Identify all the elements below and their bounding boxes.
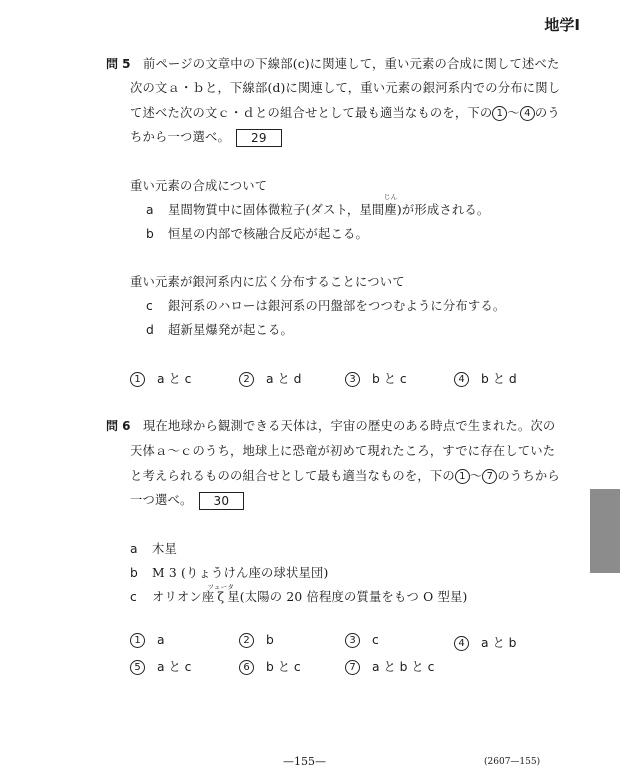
q6-item-c xyxy=(130,583,468,605)
q5-option-1-text: a と c xyxy=(157,372,192,386)
q6-line-4 xyxy=(130,490,244,510)
q6-option-4[interactable] xyxy=(454,633,516,651)
question-5-number: 問 5 xyxy=(106,57,131,71)
q6-item-c-ruby: ツェータ xyxy=(207,583,235,591)
q5-item-a-kanji: 塵 xyxy=(384,203,397,217)
q5-item-a-pre: 星間物質中に固体微粒子(ダスト，星間 xyxy=(168,203,385,217)
q5-item-d-text: 超新星爆発が起こる。 xyxy=(168,323,293,337)
q5-range-end: 4 xyxy=(520,106,535,121)
q6-item-c-pre: オリオン座 xyxy=(152,590,215,604)
print-code: (2607—155) xyxy=(484,757,541,767)
q5-item-b xyxy=(146,224,368,242)
q6-item-a-text: 木星 xyxy=(152,542,177,556)
q5-line-4-text: ちから一つ選べ。 xyxy=(130,130,230,144)
q6-range-suffix: のうちから xyxy=(497,469,560,483)
q5-answer-box[interactable]: 29 xyxy=(236,129,282,147)
q6-option-4-text: a と b xyxy=(481,636,517,650)
q6-option-5-num: 5 xyxy=(130,660,145,675)
q5-line-1: 前ページの文章中の下線部(c)に関連して，重い元素の合成に関して述べた xyxy=(143,57,560,71)
q5-option-2-num: 2 xyxy=(239,372,254,387)
q6-option-7-text: a と b と c xyxy=(372,660,435,674)
q6-option-3[interactable] xyxy=(345,633,379,648)
q6-option-2[interactable] xyxy=(239,633,274,648)
q6-option-5[interactable] xyxy=(130,657,191,675)
q5-item-d xyxy=(146,320,293,338)
q6-item-c-label: c xyxy=(130,590,137,604)
q6-range-start: 1 xyxy=(455,469,470,484)
q6-option-1-text: a xyxy=(157,633,165,647)
side-index-tab xyxy=(590,489,620,573)
q6-item-b-label: b xyxy=(130,566,139,580)
q5-item-a-ruby: じん xyxy=(383,193,398,201)
q5-group1-heading: 重い元素の合成について xyxy=(130,179,268,193)
q5-line-3-text: て述べた次の文ｃ・ｄとの組合せとして最も適当なものを，下の xyxy=(130,106,493,120)
q6-option-6[interactable] xyxy=(239,657,301,675)
q6-item-c-post: 星(太陽の 20 倍程度の質量をもつ O 型星) xyxy=(227,590,468,604)
q5-line-4 xyxy=(130,127,282,147)
q5-item-d-label: d xyxy=(146,323,155,337)
q6-line-4-text: 一つ選べ。 xyxy=(130,493,193,507)
q5-item-a-post: )が形成される。 xyxy=(396,203,490,217)
q6-answer-box[interactable]: 30 xyxy=(199,492,245,510)
q6-item-b xyxy=(130,563,329,581)
q5-range-start: 1 xyxy=(492,106,507,121)
q6-item-a xyxy=(130,539,177,557)
q6-option-2-num: 2 xyxy=(239,633,254,648)
q5-option-1-num: 1 xyxy=(130,372,145,387)
q6-option-7[interactable] xyxy=(345,657,434,675)
q5-option-3-text: b と c xyxy=(372,372,407,386)
q5-option-2-text: a と d xyxy=(266,372,302,386)
q6-line-3 xyxy=(130,466,560,484)
q6-option-6-text: b と c xyxy=(266,660,301,674)
q6-option-5-text: a と c xyxy=(157,660,192,674)
q5-option-4-text: b と d xyxy=(481,372,517,386)
q5-item-b-text: 恒星の内部で核融合反応が起こる。 xyxy=(168,227,368,241)
q5-option-3-num: 3 xyxy=(345,372,360,387)
q6-option-1[interactable] xyxy=(130,633,165,648)
q6-range-end: 7 xyxy=(482,469,497,484)
q5-item-c-text: 銀河系のハローは銀河系の円盤部をつつむように分布する。 xyxy=(168,299,506,313)
q6-option-3-text: c xyxy=(372,633,379,647)
q5-option-2[interactable] xyxy=(239,369,301,387)
q6-option-6-num: 6 xyxy=(239,660,254,675)
q6-item-c-symbol: ζ xyxy=(217,590,225,604)
q5-option-3[interactable] xyxy=(345,369,407,387)
q5-item-a xyxy=(146,193,490,218)
q5-range-suffix: のう xyxy=(534,106,560,120)
q6-option-1-num: 1 xyxy=(130,633,145,648)
q6-option-3-num: 3 xyxy=(345,633,360,648)
q6-line-3-text: と考えられるものの組合せとして最も適当なものを，下の xyxy=(130,469,455,483)
q6-option-2-text: b xyxy=(266,633,274,647)
q5-item-a-label: a xyxy=(146,203,154,217)
subject-title: 地学Ⅰ xyxy=(544,16,580,34)
q5-range-sep: ～ xyxy=(507,106,520,120)
q5-line-3 xyxy=(130,103,560,121)
q6-range-sep: ～ xyxy=(469,469,483,483)
q5-item-a-ruby-word xyxy=(383,193,398,218)
page-number: —155— xyxy=(283,755,326,768)
q5-option-1[interactable] xyxy=(130,369,191,387)
question-6-number: 問 6 xyxy=(106,419,131,433)
q6-item-b-text: M 3 (りょうけん座の球状星団) xyxy=(152,566,329,580)
q5-group2-heading: 重い元素が銀河系内に広く分布することについて xyxy=(130,275,405,289)
q6-option-4-num: 4 xyxy=(454,636,469,651)
q5-line-2: 次の文ａ・ｂと，下線部(d)に関連して，重い元素の銀河系内での分布に関し xyxy=(130,81,561,95)
q5-option-4[interactable] xyxy=(454,369,517,387)
q5-item-b-label: b xyxy=(146,227,155,241)
q5-item-c-label: c xyxy=(146,299,153,313)
q6-option-7-num: 7 xyxy=(345,660,360,675)
q6-item-a-label: a xyxy=(130,542,138,556)
q6-line-2: 天体ａ～ｃのうち，地球上に恐竜が初めて現れたころ，すでに存在していた xyxy=(130,444,556,458)
q5-option-4-num: 4 xyxy=(454,372,469,387)
q6-item-c-ruby-word xyxy=(207,583,235,604)
q5-item-c xyxy=(146,296,505,314)
q6-line-1: 現在地球から観測できる天体は，宇宙の歴史のある時点で生まれた。次の xyxy=(143,419,556,433)
